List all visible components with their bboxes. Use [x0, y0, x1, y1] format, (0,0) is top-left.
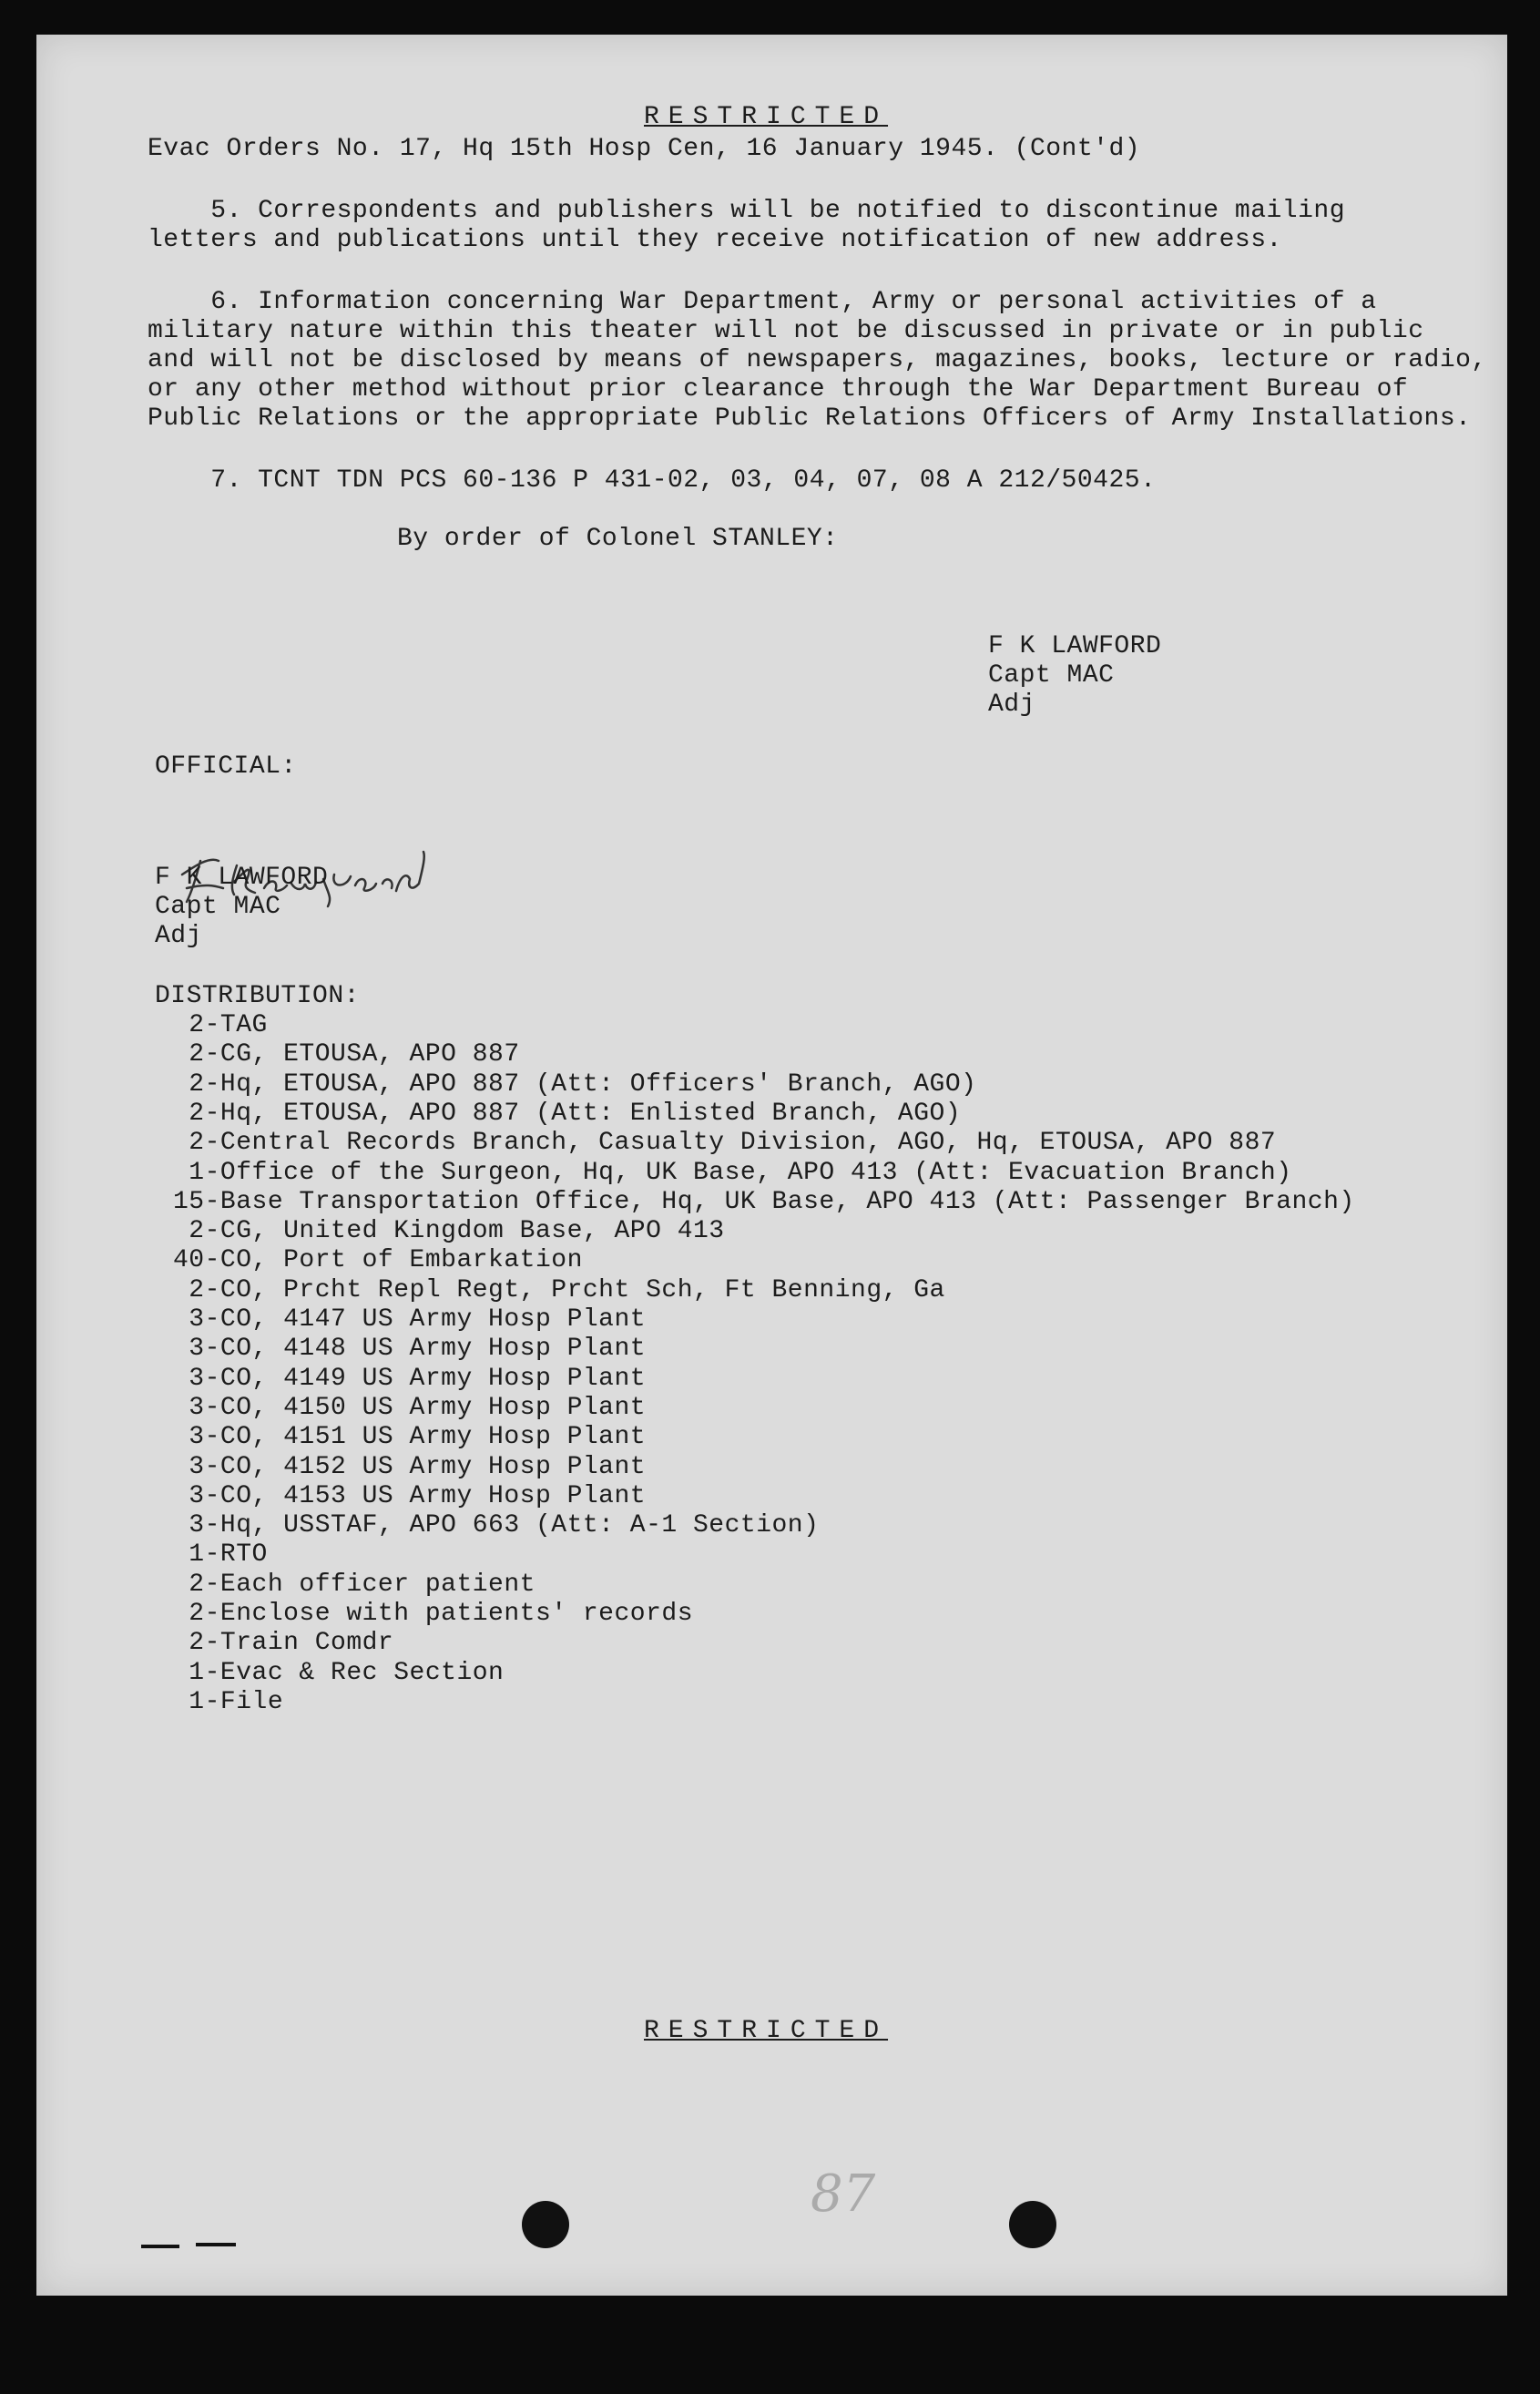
restricted-header: RESTRICTED: [644, 103, 889, 131]
paragraph-7: 7. TCNT TDN PCS 60-136 P 431-02, 03, 04, 07, 08 A 212/50425.: [148, 466, 1157, 495]
paragraph-6-line-4: or any other method without prior clearance through the War Department Bureau of: [148, 375, 1409, 404]
distribution-item: 2-Train Comdr: [173, 1629, 394, 1658]
distribution-item: 3-CO, 4153 US Army Hosp Plant: [173, 1481, 647, 1510]
official-title: Adj: [155, 922, 202, 950]
distribution-item: 1-Office of the Surgeon, Hq, UK Base, APO 413 (Att: Evacuation Branch): [173, 1158, 1292, 1187]
distribution-item: 3-Hq, USSTAF, APO 663 (Att: A-1 Section): [173, 1511, 820, 1540]
distribution-item: 15-Base Transportation Office, Hq, UK Base, APO 413 (Att: Passenger Branch): [173, 1187, 1355, 1216]
distribution-item: 2-CG, ETOUSA, APO 887: [173, 1040, 520, 1069]
edge-mark-1: [141, 2245, 179, 2248]
page-number: 87: [811, 2164, 876, 2224]
distribution-item: 2-Hq, ETOUSA, APO 887 (Att: Officers' Branch, AGO): [173, 1069, 977, 1099]
distribution-item: 3-CO, 4150 US Army Hosp Plant: [173, 1393, 647, 1422]
distribution-item: 3-CO, 4151 US Army Hosp Plant: [173, 1423, 647, 1452]
paragraph-5-line-1: 5. Correspondents and publishers will be notified to discontinue mailing: [148, 197, 1346, 225]
distribution-item: 3-CO, 4149 US Army Hosp Plant: [173, 1364, 647, 1393]
distribution-item: 40-CO, Port of Embarkation: [173, 1246, 583, 1275]
distribution-item: 2-Each officer patient: [173, 1570, 535, 1599]
distribution-item: 2-TAG: [173, 1011, 268, 1039]
binder-hole-right: [1009, 2201, 1056, 2248]
distribution-item: 1-RTO: [173, 1540, 268, 1570]
distribution-item: 2-Hq, ETOUSA, APO 887 (Att: Enlisted Branch, AGO): [173, 1099, 962, 1128]
by-order-line: By order of Colonel STANLEY:: [397, 525, 839, 553]
distribution-item: 1-Evac & Rec Section: [173, 1658, 505, 1687]
distribution-item: 2-CO, Prcht Repl Regt, Prcht Sch, Ft Benning, Ga: [173, 1275, 945, 1304]
distribution-item: 2-Enclose with patients' records: [173, 1600, 693, 1628]
distribution-item: 1-File: [173, 1687, 284, 1716]
distribution-item: 2-Central Records Branch, Casualty Division, AGO, Hq, ETOUSA, APO 887: [173, 1129, 1277, 1158]
document-page: [36, 35, 1507, 2296]
distribution-label: DISTRIBUTION:: [155, 982, 360, 1010]
paragraph-6-line-3: and will not be disclosed by means of newspapers, magazines, books, lecture or radio,: [148, 346, 1487, 374]
official-rank: Capt MAC: [155, 893, 281, 921]
distribution-item: 3-CO, 4147 US Army Hosp Plant: [173, 1305, 647, 1334]
paragraph-6-line-2: military nature within this theater will not be discussed in private or in public: [148, 317, 1424, 345]
signer-rank: Capt MAC: [988, 661, 1115, 690]
official-label: OFFICIAL:: [155, 752, 297, 781]
distribution-item: 3-CO, 4148 US Army Hosp Plant: [173, 1335, 647, 1364]
restricted-footer: RESTRICTED: [644, 2017, 889, 2045]
orders-line: Evac Orders No. 17, Hq 15th Hosp Cen, 16 January 1945. (Cont'd): [148, 135, 1141, 163]
signer-name: F K LAWFORD: [988, 632, 1162, 660]
paragraph-5-line-2: letters and publications until they receive notification of new address.: [148, 226, 1282, 254]
binder-hole-left: [522, 2201, 569, 2248]
edge-mark-2: [196, 2243, 236, 2246]
paragraph-6-line-1: 6. Information concerning War Department, Army or personal activities of a: [148, 288, 1377, 316]
signer-title: Adj: [988, 691, 1035, 719]
distribution-item: 2-CG, United Kingdom Base, APO 413: [173, 1217, 725, 1246]
distribution-item: 3-CO, 4152 US Army Hosp Plant: [173, 1452, 647, 1481]
official-name: F K LAWFORD: [155, 864, 329, 892]
paragraph-6-line-5: Public Relations or the appropriate Public Relations Officers of Army Installations.: [148, 404, 1472, 433]
